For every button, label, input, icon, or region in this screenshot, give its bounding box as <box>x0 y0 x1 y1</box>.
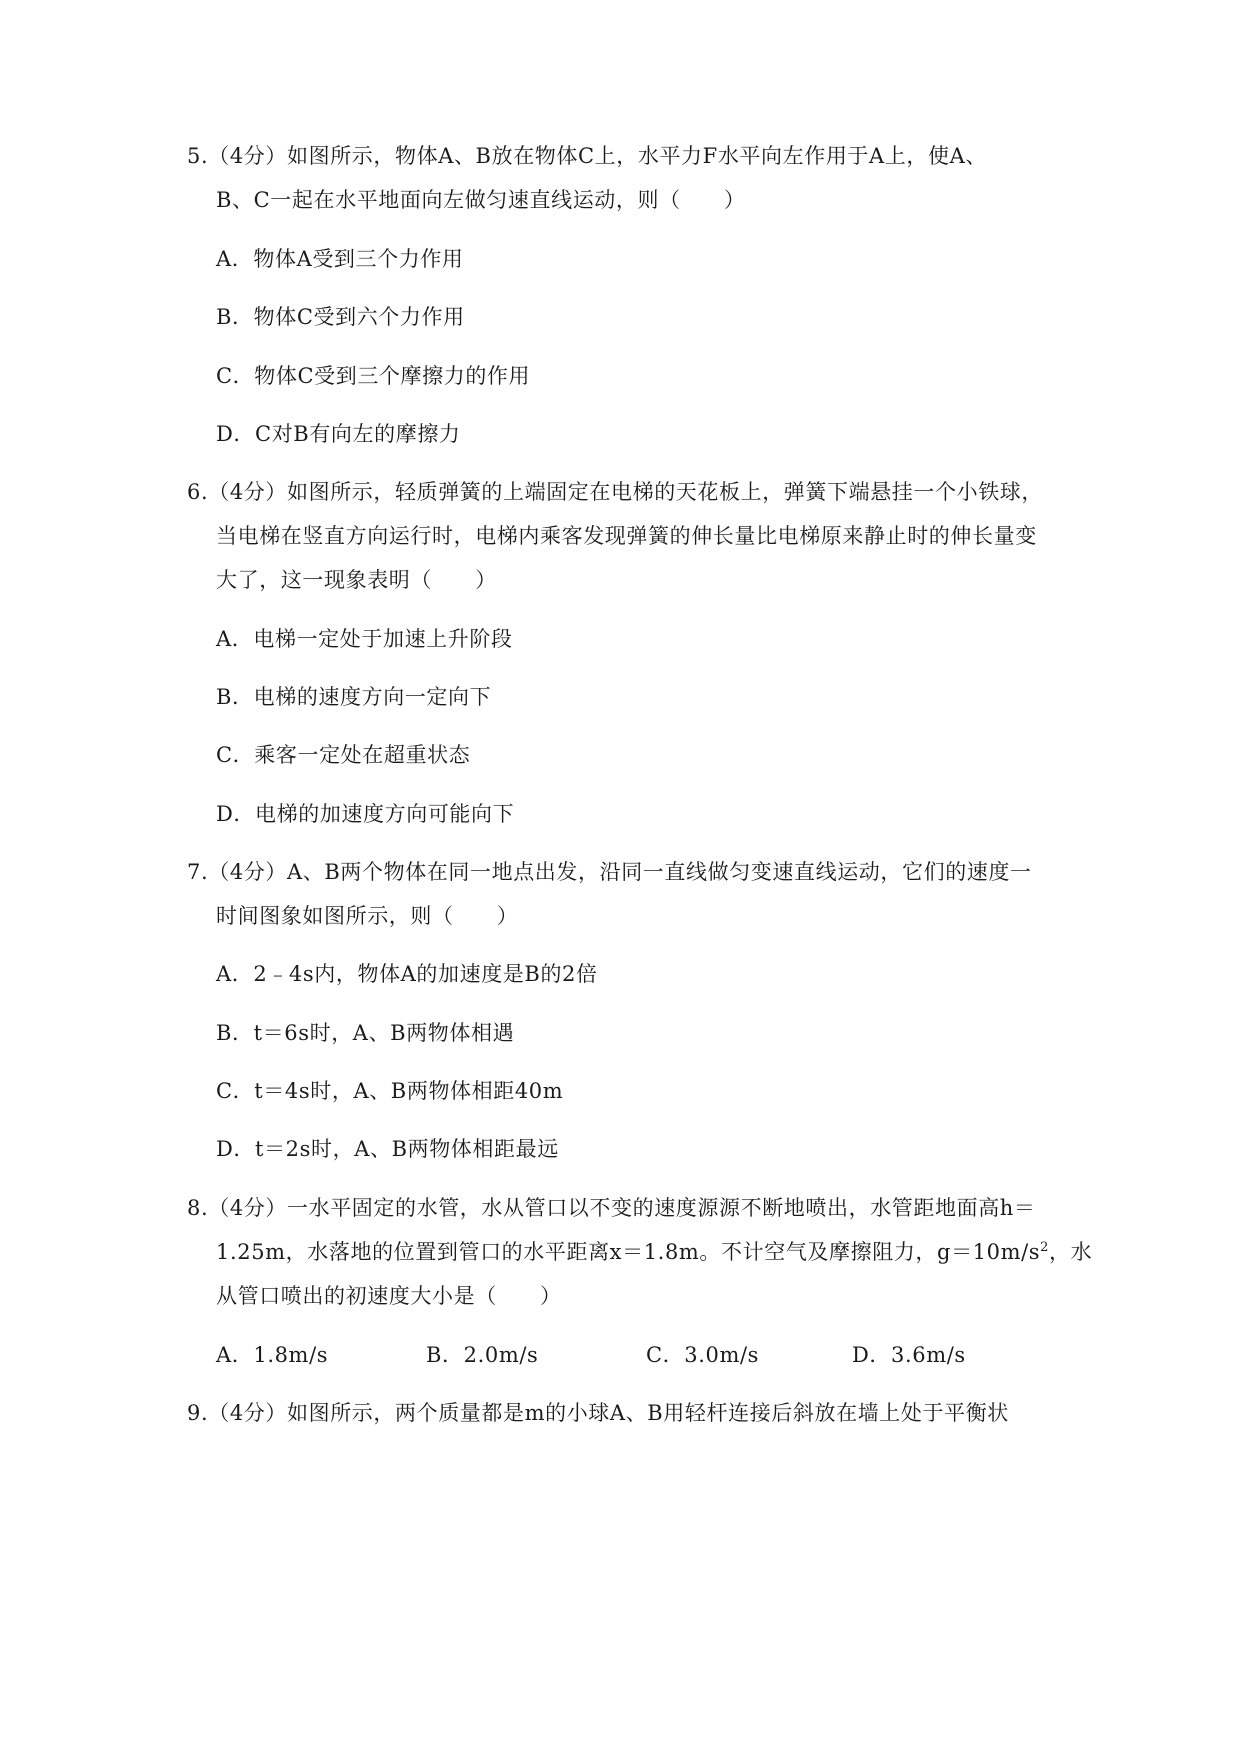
question-7-option-c: C．t＝4s时，A、B两物体相距40m <box>216 1079 564 1103</box>
question-8-option-b: B．2.0m/s <box>426 1343 539 1367</box>
question-6-line-2: 当电梯在竖直方向运行时，电梯内乘客发现弹簧的伸长量比电梯原来静止时的伸长量变 <box>216 524 1037 548</box>
question-6-option-c: C．乘客一定处在超重状态 <box>216 743 471 767</box>
question-8-line-2-tail: ，水 <box>1049 1240 1093 1264</box>
question-8-option-a: A．1.8m/s <box>216 1343 329 1367</box>
question-8-option-c: C．3.0m/s <box>646 1343 760 1367</box>
question-5-line-2: B、C一起在水平地面向左做匀速直线运动，则（ ） <box>216 188 746 212</box>
question-6-option-b: B．电梯的速度方向一定向下 <box>216 685 492 709</box>
question-8-option-d: D．3.6m/s <box>852 1343 966 1367</box>
question-6-line-3: 大了，这一现象表明（ ） <box>216 568 497 592</box>
question-5-option-b: B．物体C受到六个力作用 <box>216 305 465 329</box>
question-7-line-2: 时间图象如图所示，则（ ） <box>216 904 519 928</box>
question-6-line-1: 6.（4分）如图所示，轻质弹簧的上端固定在电梯的天花板上，弹簧下端悬挂一个小铁球， <box>187 480 1043 504</box>
question-7-option-a: A．2﹣4s内，物体A的加速度是B的2倍 <box>216 962 598 986</box>
squared-superscript: 2 <box>1040 1240 1050 1255</box>
question-7-line-1: 7.（4分）A、B两个物体在同一地点出发，沿同一直线做匀变速直线运动，它们的速度一 <box>187 860 1032 884</box>
question-5-option-a: A．物体A受到三个力作用 <box>216 247 464 271</box>
question-7-option-b: B．t＝6s时，A、B两物体相遇 <box>216 1021 515 1045</box>
question-6-option-a: A．电梯一定处于加速上升阶段 <box>216 627 513 651</box>
question-5-line-1: 5.（4分）如图所示，物体A、B放在物体C上，水平力F水平向左作用于A上，使A、 <box>187 144 987 168</box>
question-8-line-2-text: 1.25m，水落地的位置到管口的水平距离x＝1.8m。不计空气及摩擦阻力，g＝10m/s <box>216 1240 1041 1264</box>
question-8-line-1: 8.（4分）一水平固定的水管，水从管口以不变的速度源源不断地喷出，水管距地面高h＝ <box>187 1196 1036 1220</box>
question-5-option-d: D．C对B有向左的摩擦力 <box>216 422 461 446</box>
question-8-line-2 <box>216 1238 1092 1266</box>
question-6-option-d: D．电梯的加速度方向可能向下 <box>216 802 515 826</box>
question-5-option-c: C．物体C受到三个摩擦力的作用 <box>216 364 531 388</box>
question-7-option-d: D．t＝2s时，A、B两物体相距最远 <box>216 1137 559 1161</box>
question-9-line-1: 9.（4分）如图所示，两个质量都是m的小球A、B用轻杆连接后斜放在墙上处于平衡状 <box>187 1401 1009 1425</box>
question-8-line-3: 从管口喷出的初速度大小是（ ） <box>216 1284 562 1308</box>
